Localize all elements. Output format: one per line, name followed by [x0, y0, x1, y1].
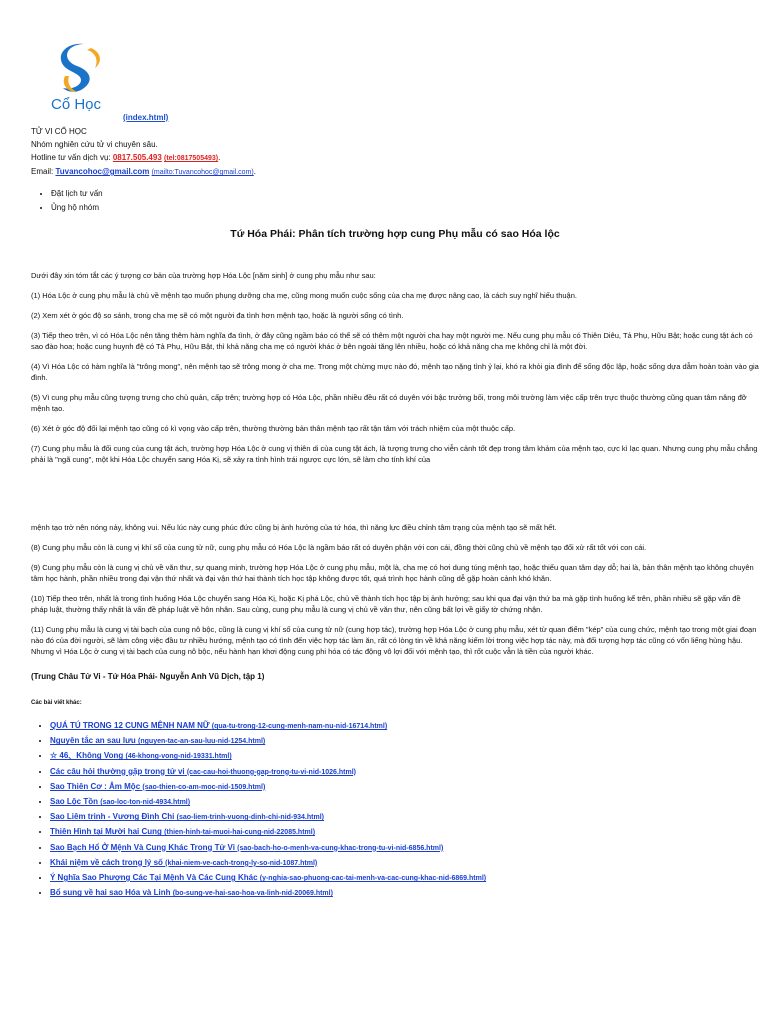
list-item [50, 841, 759, 856]
list-item [50, 749, 759, 764]
site-info [31, 125, 759, 179]
paragraph: (2) Xem xét ở góc độ so sánh, trong cha mẹ sẽ có một người đa tình hơn mệnh tạo, hoặc là người sống có tình. [31, 311, 404, 320]
list-item [50, 719, 759, 734]
article-link[interactable]: Các câu hỏi thường gặp trong tử vi (cac-cau-hoi-thuong-gap-trong-tu-vi-nid-1026.html) [50, 766, 356, 776]
other-articles-label: Các bài viết khác: [31, 700, 82, 706]
article-body [31, 270, 759, 901]
hotline-line: Hotline tư vấn dịch vụ: 0817.505.493 (tel:0817505493). [31, 153, 221, 162]
hotline-label: Hotline tư vấn dịch vụ: [31, 153, 113, 162]
list-item [50, 780, 759, 795]
article-link[interactable]: QUÁ TÚ TRONG 12 CUNG MỆNH NAM NỮ (qua-tu-trong-12-cung-menh-nam-nu-nid-16714.html) [50, 721, 388, 730]
logo-text[interactable]: Cổ Học [51, 96, 102, 113]
article-link[interactable]: Sao Liêm trinh - Vương Đình Chi (sao-liem-trinh-vuong-dinh-chi-nid-934.html) [50, 812, 324, 822]
paragraph: (11) Cung phụ mẫu là cung vị tài bạch của cung nô bộc, cũng là cung vị khí số của cung tử nữ (cung hợp tác), trường hợp Hóa Lộc ở cung phụ mẫu, xét từ quan điểm "kép" của cung chức, mệnh tạo trong một giai đoạn nào đó của đời người, sẽ làm công việc đầu tư nhiều hướng, mệnh tạo có tình đến việc hợp tác làm ăn, rất có lòng tin về khả năng kiếm lời trong việc hợp tác này, mà đối tượng hợp tác cũng có vốn liếng hùng hậu. Nhưng vì Hóa Lộc ở cung vị tài bạch của cung nô bộc, nếu hành hạn khơi động cung phi hóa có tác động vô lợi đối với mệnh tạo, thì rốt cuộc vẫn là tiền của người khác. [31, 625, 757, 656]
site-name: TỬ VI CỔ HỌC [31, 127, 87, 136]
list-item [50, 734, 759, 749]
email-label: Email: [31, 167, 56, 176]
nav-item-support[interactable]: • Ủng hộ nhóm [51, 201, 759, 215]
list-item [50, 871, 759, 886]
list-item [50, 810, 759, 825]
paragraph: (3) Tiếp theo trên, vì có Hóa Lộc nên tăng thêm hàm nghĩa đa tình, ở đây cũng ngầm báo có thể sẽ có thêm một người cha hay một người mẹ. Nếu cung phụ mẫu có Thiên Diêu, Tả Phụ, Hữu Bật; hoặc cung tật ách có sao đào hoa; hoặc cung huynh đệ có Tả Phụ, Hữu Bật, thì khả năng cha mẹ có người khác ở bên ngoài tăng lên nhiều, hoặc có khả năng cha mẹ không chỉ là một đời. [31, 331, 753, 351]
other-articles-list [31, 719, 759, 901]
article-link[interactable]: ☆ 46、Không Vong (46-khong-vong-nid-19331.html) [50, 751, 232, 761]
email-line: Email: Tuvancohoc@gmail.com (mailto:Tuvancohoc@gmail.com). [31, 167, 256, 176]
site-description: Nhóm nghiên cứu tử vi chuyên sâu. [31, 140, 158, 149]
paragraph: (4) Vì Hóa Lộc có hàm nghĩa là "trông mong", nên mệnh tạo sẽ trông mong ở cha mẹ. Trong một chừng mực nào đó, mệnh tạo nặng tình ỷ lại, khó ra khỏi gia đình để sống độc lập, hoặc sống dựa dẫm hoàn toàn vào gia đình. [31, 362, 759, 382]
paragraph: (9) Cung phụ mẫu còn là cung vị chủ về văn thư, sự quang minh, trường hợp Hóa Lộc ở cung phụ mẫu, một là, cha mẹ có hơi dung túng mệnh tạo, hoặc thiếu quan tâm dạy dỗ; hai là, bản thân mệnh tạo không chuyên tâm học hành, phần nhiều trong đại vận thứ nhất và đại vận thứ hai thành tích học tập không được tốt, quá trình học hành cũng dễ gặp hoàn cảnh khó khăn. [31, 563, 754, 583]
paragraph: (6) Xét ở góc độ đối lại mệnh tạo cũng có kì vọng vào cấp trên, thường thường bản thân mệnh tạo rất tận tâm với trách nhiệm của một thuộc cấp. [31, 424, 516, 433]
article-link[interactable]: Thiên Hình tại Mười hai Cung (thien-hinh-tai-muoi-hai-cung-nid-22085.html) [50, 827, 316, 837]
article-link[interactable]: Nguyên tắc an sau lưu (nguyen-tac-an-sau-luu-nid-1254.html) [50, 736, 266, 746]
paragraph: Dưới đây xin tóm tắt các ý tượng cơ bản của trường hợp Hóa Lộc [năm sinh] ở cung phụ mẫu như sau: [31, 271, 376, 280]
list-item [50, 856, 759, 871]
article-link[interactable]: Ý Nghĩa Sao Phượng Các Tại Mệnh Và Các Cung Khác (y-nghia-sao-phuong-cac-tai-menh-va-cac-cung-khac-nid-6869.html) [50, 873, 487, 883]
list-item [50, 795, 759, 810]
page [31, 0, 759, 901]
paragraph: (1) Hóa Lộc ở cung phụ mẫu là chủ về mệnh tạo muốn phụng dưỡng cha mẹ, cũng mong muốn cuộc sống của cha mẹ được nâng cao, là cách suy nghĩ hiếu thuận. [31, 291, 577, 300]
paragraph: (10) Tiếp theo trên, nhất là trong tình huống Hóa Lộc chuyển sang Hóa Kị, hoặc Kị phá Lộc, chủ về thành tích học tập bị ảnh hưởng; sau khi qua đại vận thứ ba mà gặp tình huống kể trên, phần nhiều sẽ gặp vấn đề pháp luật, thường thấy nhất là vấn đề pháp luật về hôn nhân. Sau cùng, cung phụ mẫu là cung vị chủ về văn thư, nên cũng bất lợi về giấy tờ chứng nhận. [31, 594, 741, 614]
list-item [50, 765, 759, 780]
email-link[interactable]: Tuvancohoc@gmail.com [55, 167, 150, 176]
paragraph: (5) Vì cung phụ mẫu cũng tượng trưng cho chủ quản, cấp trên; trường hợp có Hóa Lộc, phần nhiều đều rất có duyên với bậc trưởng bối, trong môi trường làm việc cấp trên trực thuộc thường cũng quan tâm nâng đỡ mệnh tạo. [31, 393, 747, 413]
hotline-tel-link[interactable]: (tel:0817505493) [164, 155, 219, 162]
nav-item-booking[interactable]: • Đặt lịch tư vấn [51, 187, 759, 201]
hotline-link[interactable]: 0817.505.493 [112, 153, 162, 162]
article-link[interactable]: Sao Bạch Hổ Ở Mệnh Và Cung Khác Trong Tử Vi (sao-bach-ho-o-menh-va-cung-khac-trong-tu-vi-nid-6856.html) [50, 842, 444, 852]
paragraph: mệnh tạo trở nên nóng nảy, không vui. Nếu lúc này cung phúc đức cũng bị ảnh hưởng của tứ hóa, thì năng lực điều chỉnh tâm trạng của mệnh tạo sẽ mất hết. [31, 523, 557, 532]
list-item [50, 825, 759, 840]
email-mailto-link[interactable]: (mailto:Tuvancohoc@gmail.com) [151, 169, 254, 176]
paragraph: (7) Cung phụ mẫu là đối cung của cung tật ách, trường hợp Hóa Lộc ở cung vị thiên di của cung tật ách, là tượng trưng cho viễn cảnh tốt đẹp trong tâm khảm của mệnh tạo, cực kì lạc quan. Nhưng cung phụ mẫu chẳng phải là "ngã cung", một khi Hóa Lộc chuyển sang Hóa Kị, sẽ xảy ra tình hình trái ngược cực lớn, sẽ làm cho tính khí của [31, 444, 758, 464]
logo-icon[interactable] [51, 38, 111, 98]
ad-gap [31, 474, 759, 522]
article-link[interactable]: Sao Thiên Cơ : Âm Mộc (sao-thien-co-am-moc-nid-1509.html) [50, 781, 266, 791]
site-header [31, 0, 759, 125]
nav-list [31, 187, 759, 215]
paragraph: (8) Cung phụ mẫu còn là cung vị khí số của cung tử nữ, cung phụ mẫu có Hóa Lộc là ngầm báo rất có duyên phận với con cái, đồng thời cũng chủ về mệnh tạo đối xử rất tốt với con cái. [31, 543, 647, 552]
article-title: Tứ Hóa Phái: Phân tích trường hợp cung Phụ mẫu có sao Hóa lộc [230, 228, 560, 240]
list-item [50, 886, 759, 901]
article-link[interactable]: Khái niệm về cách trong lý số (khai-niem-ve-cach-trong-ly-so-nid-1087.html) [50, 857, 318, 867]
article-link[interactable]: Sao Lộc Tồn (sao-loc-ton-nid-4934.html) [50, 797, 191, 807]
index-link[interactable]: (index.html) [123, 113, 169, 122]
article-source: (Trung Châu Tử Vi - Tứ Hóa Phái- Nguyễn Anh Vũ Dịch, tập 1) [31, 672, 265, 681]
article-link[interactable]: Bổ sung về hai sao Hóa và Linh (bo-sung-ve-hai-sao-hoa-va-linh-nid-20069.html) [50, 888, 333, 898]
